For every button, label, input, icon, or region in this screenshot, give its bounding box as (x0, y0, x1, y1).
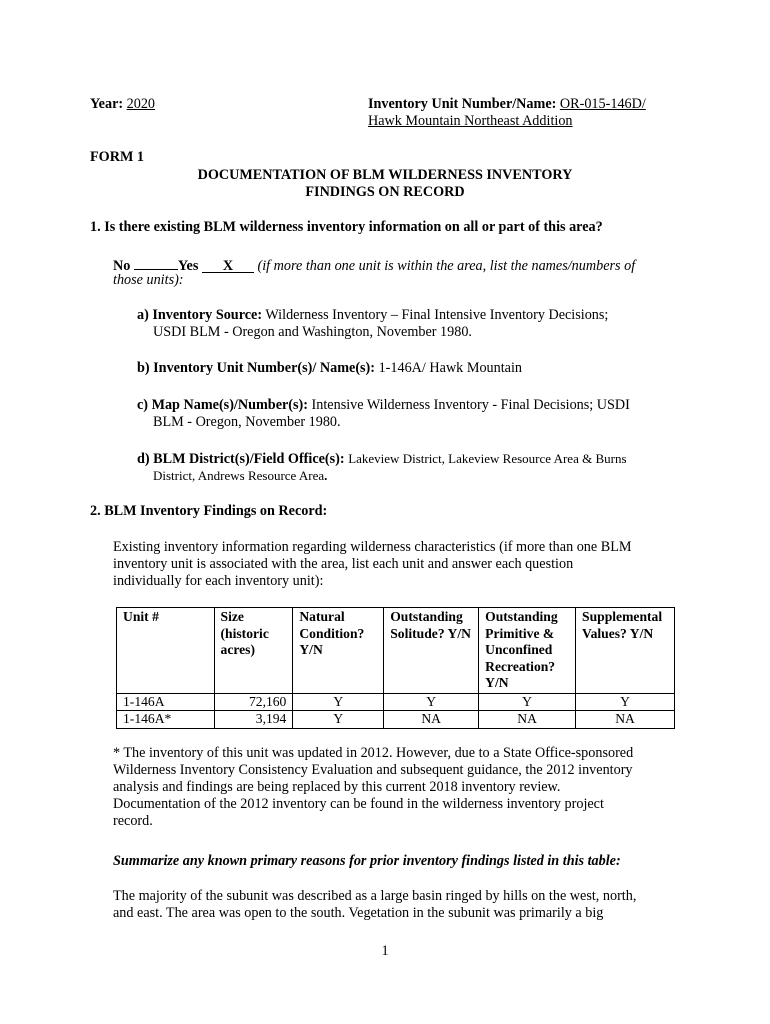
cell-recreation: Y (479, 693, 576, 711)
table-header-row (117, 608, 675, 694)
summary-line-1: The majority of the subunit was described as a large basin ringed by hills on the west, north, (113, 888, 637, 904)
q2-intro-2: inventory unit is associated with the area, list each unit and answer each question (113, 556, 574, 572)
item-d-text: Lakeview District, Lakeview Resource Area & Burns (348, 451, 627, 466)
summary-prompt: Summarize any known primary reasons for prior inventory findings listed in this table: (113, 853, 621, 869)
item-d-text-2: District, Andrews Resource Area (153, 468, 325, 483)
form-title-line2: FINDINGS ON RECORD (305, 184, 465, 200)
col-header-natural: Natural Condition? Y/N (293, 608, 384, 694)
yes-mark: X (222, 258, 234, 274)
cell-size: 3,194 (214, 711, 293, 729)
cell-solitude: NA (384, 711, 479, 729)
footnote-3: analysis and findings are being replaced by this current 2018 inventory review. (113, 779, 561, 795)
inventory-unit-value: OR-015-146D/ (559, 96, 646, 112)
form-title-line1: DOCUMENTATION OF BLM WILDERNESS INVENTORY (197, 167, 573, 183)
item-b (137, 360, 522, 377)
no-label: No (113, 258, 131, 274)
col-header-recreation: Outstanding Primitive & Unconfined Recreation? Y/N (479, 608, 576, 694)
cell-natural: Y (293, 693, 384, 711)
yes-blank[interactable] (202, 258, 254, 273)
cell-supplemental: Y (576, 693, 675, 711)
inventory-unit-field (368, 96, 646, 113)
cell-size: 72,160 (214, 693, 293, 711)
item-a (137, 307, 608, 324)
q1-instruction: (if more than one unit is within the area, list the names/numbers of (257, 258, 636, 274)
footnote-5: record. (113, 813, 153, 829)
cell-unit: 1-146A* (117, 711, 215, 729)
question-1: 1. Is there existing BLM wilderness inventory information on all or part of this area? (90, 219, 603, 235)
inventory-unit-label: Inventory Unit Number/Name: (368, 96, 557, 112)
item-d (137, 450, 627, 468)
year-label: Year: (90, 96, 124, 112)
page-number: 1 (381, 943, 389, 959)
col-header-unit: Unit # (117, 608, 215, 694)
q1-answer-line (113, 255, 635, 275)
findings-table (116, 607, 675, 729)
cell-unit: 1-146A (117, 693, 215, 711)
inventory-unit-name: Hawk Mountain Northeast Addition (368, 113, 573, 129)
item-c-label: c) Map Name(s)/Number(s): (137, 397, 308, 413)
cell-supplemental: NA (576, 711, 675, 729)
footnote-4: Documentation of the 2012 inventory can be found in the wilderness inventory project (113, 796, 604, 812)
yes-label: Yes (177, 258, 199, 274)
col-header-size: Size (historic acres) (214, 608, 293, 694)
no-blank[interactable] (134, 255, 178, 270)
item-c (137, 397, 630, 414)
item-a-text: Wilderness Inventory – Final Intensive Inventory Decisions; (265, 307, 609, 323)
item-d-text-cont (153, 467, 327, 484)
year-field (90, 96, 155, 113)
table-row (117, 711, 675, 729)
q2-intro-1: Existing inventory information regarding wilderness characteristics (if more than one BLM (113, 539, 632, 555)
item-c-text: Intensive Wilderness Inventory - Final Decisions; USDI (311, 397, 630, 413)
form-number: FORM 1 (90, 149, 144, 165)
cell-recreation: NA (479, 711, 576, 729)
q2-intro-3: individually for each inventory unit): (113, 573, 324, 589)
col-header-supplemental: Supplemental Values? Y/N (576, 608, 675, 694)
question-2: 2. BLM Inventory Findings on Record: (90, 503, 328, 519)
item-d-period: . (324, 468, 328, 483)
year-value: 2020 (126, 96, 156, 112)
item-b-text: 1-146A/ Hawk Mountain (378, 360, 522, 376)
footnote-1: * The inventory of this unit was updated in 2012. However, due to a State Office-sponsored (113, 745, 634, 761)
item-a-label: a) Inventory Source: (137, 307, 263, 323)
item-d-label: d) BLM District(s)/Field Office(s): (137, 451, 345, 467)
cell-natural: Y (293, 711, 384, 729)
footnote-2: Wilderness Inventory Consistency Evaluation and subsequent guidance, the 2012 inventory (113, 762, 633, 778)
col-header-solitude: Outstanding Solitude? Y/N (384, 608, 479, 694)
table-row (117, 693, 675, 711)
item-b-label: b) Inventory Unit Number(s)/ Name(s): (137, 360, 376, 376)
item-a-text-cont: USDI BLM - Oregon and Washington, November 1980. (153, 324, 472, 340)
summary-line-2: and east. The area was open to the south. Vegetation in the subunit was primarily a big (113, 905, 604, 921)
item-c-text-cont: BLM - Oregon, November 1980. (153, 414, 341, 430)
cell-solitude: Y (384, 693, 479, 711)
q1-instruction-cont: those units): (113, 272, 184, 288)
